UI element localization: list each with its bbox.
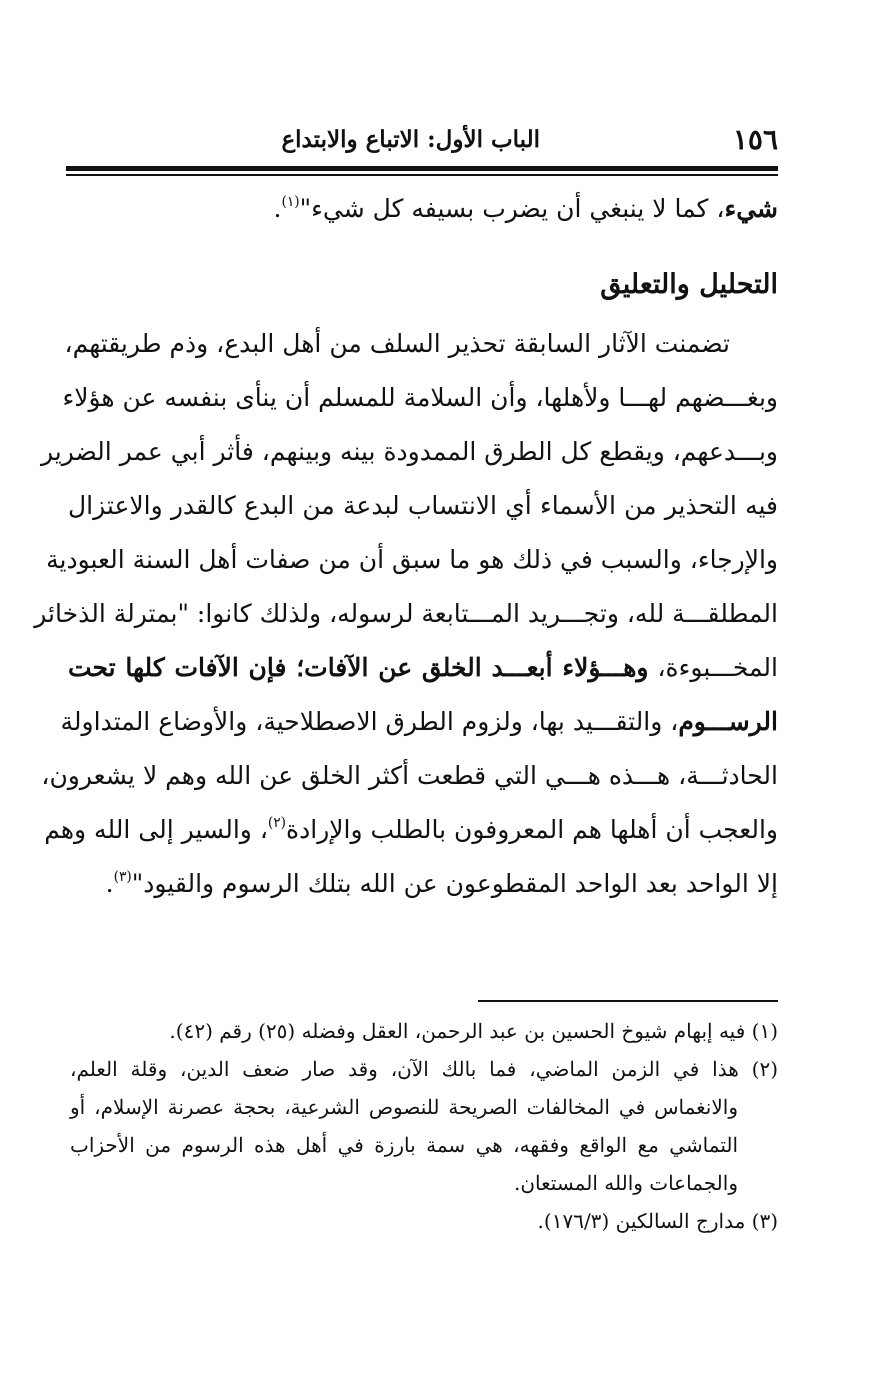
- text-line: المخـــبوءة، وهـــؤلاء أبعـــد الخلق عن الآفات؛ فإن الآفات كلها تحت: [68, 653, 778, 682]
- text-line: الرســـوم، والتقـــيد بها، ولزوم الطرق الاصطلاحية، والأوضاع المتداولة: [60, 707, 778, 736]
- footnote-ref: (٣): [113, 869, 132, 885]
- text-line: فيه التحذير من الأسماء أي الانتساب لبدعة من البدع كالقدر والاعتزال: [68, 491, 778, 520]
- header-rule-thin: [66, 174, 778, 176]
- footnote-2-line: التماشي مع الواقع وفقهه، هي سمة بارزة في أهل هذه الرسوم من الأحزاب: [70, 1133, 738, 1157]
- page-header: [66, 122, 778, 158]
- footnote-2-line: والجماعات والله المستعان.: [514, 1171, 738, 1195]
- section-heading: التحليل والتعليق: [600, 269, 778, 300]
- text-line: الحادثـــة، هـــذه هـــي التي قطعت أكثر الخلق عن الله وهم لا يشعرون،: [41, 761, 778, 790]
- bold-quote: الرســـوم: [678, 707, 778, 736]
- text-line: المطلقـــة لله، وتجـــريد المـــتابعة لرسوله، ولذلك كانوا: "بمترلة الذخائر: [34, 599, 778, 628]
- body-paragraph: [34, 317, 778, 911]
- text-line: إلا الواحد بعد الواحد المقطوعون عن الله بتلك الرسوم والقيود"$^{(٣)}$.: [105, 869, 778, 898]
- footnote-1: (١) فيه إبهام شيوخ الحسين بن عبد الرحمن، العقل وفضله (٢٥) رقم (٤٢).: [169, 1019, 778, 1043]
- bold-word: شيء: [724, 194, 778, 223]
- footnotes: [70, 1012, 778, 1240]
- page-number: ١٥٦: [732, 123, 778, 156]
- footnote-ref: (٢): [267, 815, 287, 831]
- text-line: وبـــدعهم، ويقطع كل الطرق الممدودة بينه وبينهم، فأثر أبي عمر الضرير: [40, 437, 778, 466]
- footnote-separator: [478, 1000, 778, 1002]
- footnote-3: (٣) مدارج السالكين (١٧٦/٣).: [537, 1209, 778, 1233]
- footnote-2: (٢) هذا في الزمن الماضي، فما بالك الآن، وقد صار ضعف الدين، وقلة العلم،: [70, 1057, 778, 1081]
- bold-quote: وهـــؤلاء أبعـــد الخلق عن الآفات؛ فإن الآفات كلها تحت: [68, 653, 649, 682]
- continued-line: شيء، كما لا ينبغي أن يضرب بسيفه كل شيء"$^{(١)}$.: [273, 194, 778, 223]
- text-line: والإرجاء، والسبب في ذلك هو ما سبق أن من صفات أهل السنة العبودية: [46, 545, 778, 574]
- footnote-2-line: والانغماس في المخالفات الصريحة للنصوص الشرعية، بحجة عصرنة الإسلام، أو: [70, 1095, 738, 1119]
- footnote-ref: (١): [281, 194, 300, 210]
- text-line: وبغـــضهم لهـــا ولأهلها، وأن السلامة للمسلم أن ينأى بنفسه عن هؤلاء: [62, 383, 778, 412]
- running-title: الباب الأول: الاتباع والابتداع: [281, 126, 540, 153]
- text-line: تضمنت الآثار السابقة تحذير السلف من أهل البدع، وذم طريقتهم،: [64, 329, 730, 358]
- text-line: والعجب أن أهلها هم المعروفون بالطلب والإرادة$^{(٢)}$، والسير إلى الله وهم: [44, 815, 778, 844]
- header-rule: [66, 166, 778, 171]
